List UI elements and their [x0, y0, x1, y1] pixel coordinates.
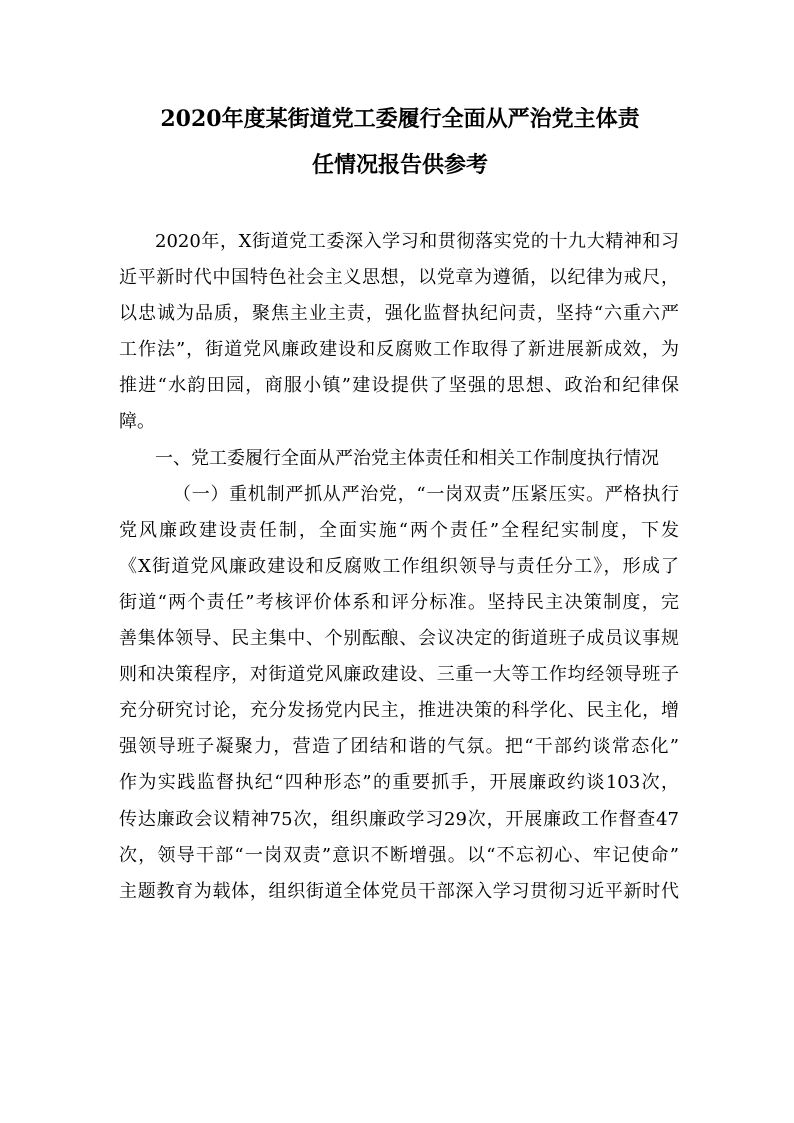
paragraph-line: 善集体领导、民主集中、个别酝酿、会议决定的街道班子成员议事规 [119, 628, 679, 650]
paragraph-line: 党风廉政建设责任制，全面实施“两个责任”全程纪实制度，下发 [119, 519, 679, 541]
paragraph-line: 2020年，X街道党工委深入学习和贯彻落实党的十九大精神和习 [155, 231, 679, 252]
paragraph-line: 《X街道党风廉政建设和反腐败工作组织领导与责任分工》，形成了 [119, 555, 679, 577]
paragraph-line: 近平新时代中国特色社会主义思想，以党章为遵循，以纪律为戒尺， [119, 267, 679, 289]
paragraph-line: 以忠诚为品质，聚焦主业主责，强化监督执纪问责，坚持“六重六严 [119, 303, 679, 325]
title-line: 任情况报告供参考 [311, 152, 488, 178]
paragraph-line: 主题教育为载体，组织街道全体党员干部深入学习贯彻习近平新时代 [119, 880, 679, 902]
document-body [119, 224, 679, 910]
paragraph-line: 作为实践监督执纪“四种形态”的重要抓手，开展廉政约谈103次， [119, 772, 679, 794]
section-heading: 一、党工委履行全面从严治党主体责任和相关工作制度执行情况 [155, 447, 659, 469]
paragraph-line: 传达廉政会议精神75次，组织廉政学习29次，开展廉政工作督查47 [119, 808, 679, 830]
paragraph-line: 充分研究讨论，充分发扬党内民主，推进决策的科学化、民主化，增 [119, 700, 679, 722]
subsection-heading-line: （一）重机制严抓从严治党，“一岗双责”压紧压实。严格执行 [173, 483, 679, 505]
paragraph-line: 障。 [119, 411, 155, 433]
paragraph-line: 强领导班子凝聚力，营造了团结和谐的气氛。把“干部约谈常态化” [119, 736, 679, 758]
paragraph-line: 次，领导干部“一岗双责”意识不断增强。以“不忘初心、牢记使命” [119, 844, 679, 866]
paragraph-line: 则和决策程序，对街道党风廉政建设、三重一大等工作均经领导班子 [119, 664, 679, 686]
document-title [120, 96, 680, 188]
title-line: 2020年度某街道党工委履行全面从严治党主体责 [160, 106, 640, 132]
paragraph-line: 工作法”，街道党风廉政建设和反腐败工作取得了新进展新成效，为 [119, 339, 679, 361]
paragraph-line: 街道“两个责任”考核评价体系和评分标准。坚持民主决策制度，完 [119, 591, 679, 613]
paragraph-line: 推进“水韵田园，商服小镇”建设提供了坚强的思想、政治和纪律保 [119, 375, 679, 397]
